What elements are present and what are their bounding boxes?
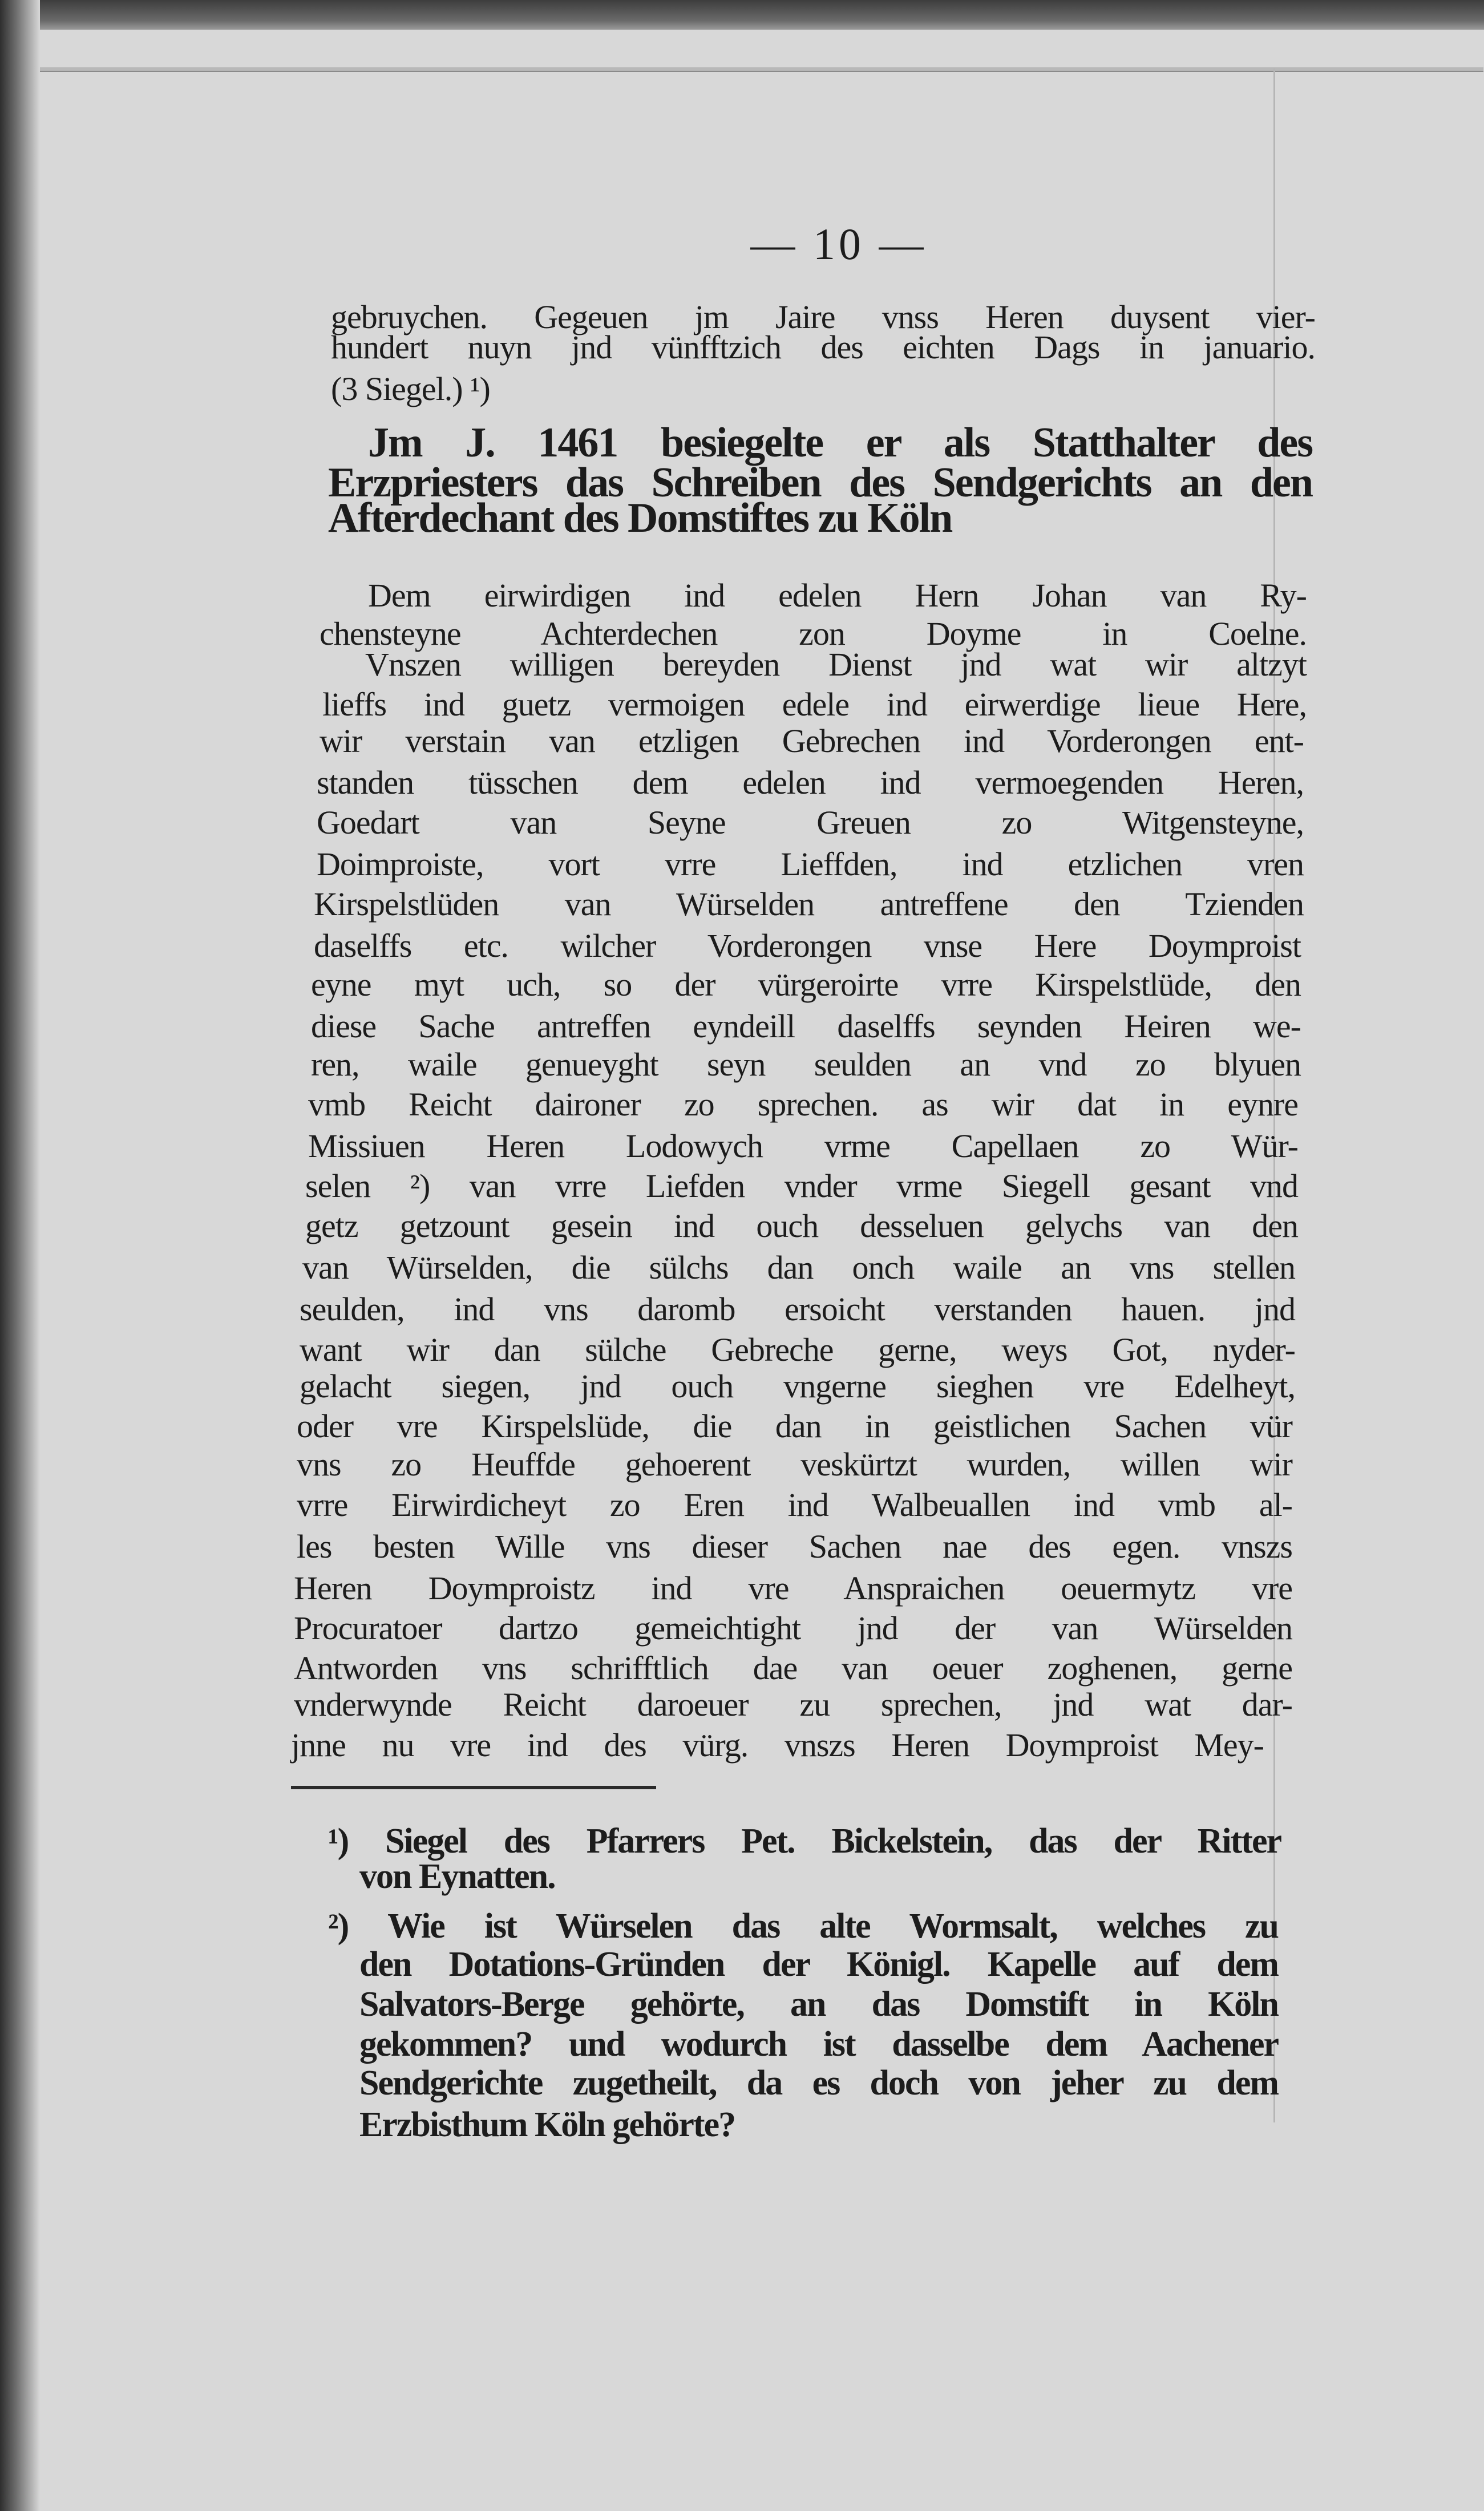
footnote-line: Salvators-Berge gehörte, an das Domstift in Köln xyxy=(359,1985,1278,2024)
scan-binding-shadow xyxy=(0,0,40,2511)
text-line: gelacht siegen, jnd ouch vngerne sieghen vre Edelheyt, xyxy=(300,1368,1295,1405)
text-line: Kirspelstlüden van Würselden antreffene den Tzienden xyxy=(314,885,1304,923)
footnote-line: ²) Wie ist Würselen das alte Wormsalt, welches zu xyxy=(328,1907,1278,1946)
text-line: Antworden vns schrifftlich dae van oeuer zoghenen, gerne xyxy=(294,1649,1292,1687)
text-line: getz getzount gesein ind ouch desseluen gelychs van den xyxy=(305,1207,1298,1244)
text-line: eyne myt uch, so der vürgeroirte vrre Kirspelstlüde, den xyxy=(311,966,1301,1003)
footnote-line: gekommen? und wodurch ist dasselbe dem Aachener xyxy=(359,2025,1278,2064)
text-line: Vnszen willigen bereyden Dienst jnd wat wir altzyt xyxy=(365,646,1307,683)
footnote-line: Sendgerichte zugetheilt, da es doch von jeher zu dem xyxy=(359,2064,1278,2102)
scan-page-edge xyxy=(34,67,1483,72)
footnote-line: den Dotations-Gründen der Königl. Kapelle auf dem xyxy=(359,1945,1278,1984)
text-line: oder vre Kirspelslüde, die dan in geistlichen Sachen vür xyxy=(297,1408,1292,1445)
text-line: Missiuen Heren Lodowych vrme Capellaen zo Wür- xyxy=(308,1127,1298,1164)
footnote-line: von Eynatten. xyxy=(359,1857,555,1896)
text-line: jnne nu vre ind des vürg. vnszs Heren Doymproist Mey- xyxy=(291,1726,1264,1764)
text-line: vmb Reicht daironer zo sprechen. as wir dat in eynre xyxy=(308,1086,1298,1123)
text-line: Dem eirwirdigen ind edelen Hern Johan van Ry- xyxy=(368,577,1307,614)
text-line: Jm J. 1461 besiegelte er als Statthalter des xyxy=(368,419,1312,466)
text-line: lieffs ind guetz vermoigen edele ind eirwerdige lieue Here, xyxy=(322,686,1307,723)
text-line: Heren Doymproistz ind vre Anspraichen oeuermytz vre xyxy=(294,1570,1292,1607)
text-line: van Würselden, die sülchs dan onch waile an vns stellen xyxy=(302,1249,1295,1286)
footnote-line: Erzbisthum Köln gehörte? xyxy=(359,2105,735,2144)
text-line: vnderwynde Reicht daroeuer zu sprechen, jnd wat dar- xyxy=(294,1686,1292,1723)
text-line: vns zo Heuffde gehoerent veskürtzt wurden, willen wir xyxy=(297,1446,1292,1483)
text-line: diese Sache antreffen eyndeill daselffs seynden Heiren we- xyxy=(311,1008,1301,1045)
text-line: seulden, ind vns daromb ersoicht verstanden hauen. jnd xyxy=(300,1291,1295,1328)
text-line: vrre Eirwirdicheyt zo Eren ind Walbeuallen ind vmb al- xyxy=(297,1486,1292,1523)
text-line: Doimproiste, vort vrre Lieffden, ind etzlichen vren xyxy=(317,846,1304,883)
text-line: selen ²) van vrre Liefden vnder vrme Siegell gesant vnd xyxy=(305,1167,1298,1204)
text-line: standen tüsschen dem edelen ind vermoegenden Heren, xyxy=(317,764,1304,801)
text-line: Erzpriesters das Schreiben des Sendgerichts an den xyxy=(328,459,1312,506)
text-line: daselffs etc. wilcher Vorderongen vnse Here Doymproist xyxy=(314,927,1301,964)
footnote-line: ¹) Siegel des Pfarrers Pet. Bickelstein, das der Ritter xyxy=(328,1822,1281,1861)
page-number: — 10 — xyxy=(750,219,927,269)
text-line: Goedart van Seyne Greuen zo Witgensteyne, xyxy=(317,804,1304,841)
text-line: les besten Wille vns dieser Sachen nae des egen. vnszs xyxy=(297,1528,1292,1565)
text-line: ren, waile genueyght seyn seulden an vnd zo blyuen xyxy=(311,1046,1301,1083)
text-line: Afterdechant des Domstiftes zu Köln xyxy=(328,495,952,541)
scan-top-edge xyxy=(0,0,1484,30)
text-line: Procuratoer dartzo gemeichtight jnd der van Würselden xyxy=(294,1610,1292,1647)
text-line: hundert nuyn jnd vünfftzich des eichten Dags in januario. xyxy=(331,329,1315,366)
text-line: chensteyne Achterdechen zon Doyme in Coelne. xyxy=(320,615,1307,652)
text-line: wir verstain van etzligen Gebrechen ind Vorderongen ent- xyxy=(320,722,1304,759)
footnote-separator xyxy=(291,1786,656,1789)
text-line: (3 Siegel.) ¹) xyxy=(331,370,490,407)
text-line: gebruychen. Gegeuen jm Jaire vnss Heren duysent vier- xyxy=(331,298,1315,335)
text-line: want wir dan sülche Gebreche gerne, weys Got, nyder- xyxy=(300,1331,1295,1368)
